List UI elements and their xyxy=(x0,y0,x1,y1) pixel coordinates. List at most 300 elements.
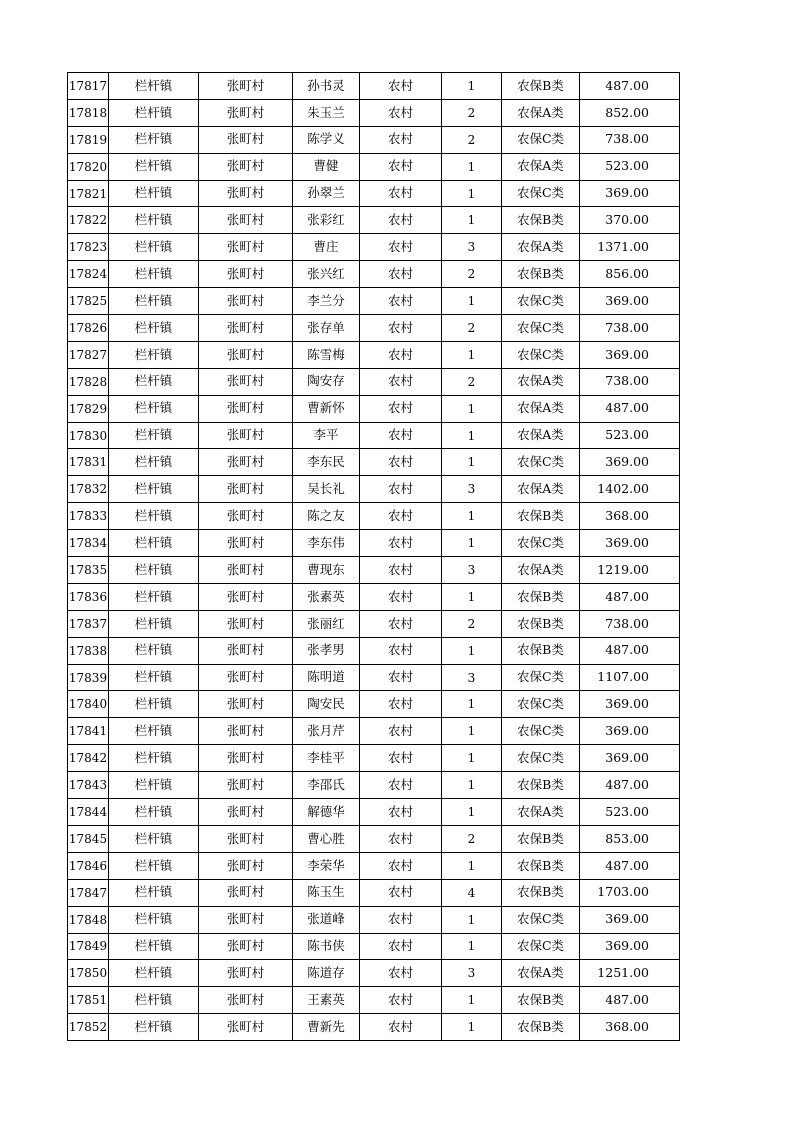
village-cell: 张町村 xyxy=(199,180,293,207)
record-id-cell: 17843 xyxy=(68,772,109,799)
table-row xyxy=(68,637,680,664)
household-count-cell: 4 xyxy=(442,879,502,906)
village-cell: 张町村 xyxy=(199,745,293,772)
record-id-cell: 17830 xyxy=(68,422,109,449)
person-name-cell: 张道峰 xyxy=(293,906,360,933)
record-id-cell: 17820 xyxy=(68,153,109,180)
area-type-cell: 农村 xyxy=(360,315,442,342)
village-cell: 张町村 xyxy=(199,530,293,557)
table-row xyxy=(68,153,680,180)
insurance-category-cell: 农保B类 xyxy=(502,1014,580,1041)
area-type-cell: 农村 xyxy=(360,99,442,126)
amount-cell: 369.00 xyxy=(580,933,680,960)
town-cell: 栏杆镇 xyxy=(109,288,199,315)
table-row xyxy=(68,772,680,799)
insurance-category-cell: 农保B类 xyxy=(502,852,580,879)
amount-cell: 487.00 xyxy=(580,637,680,664)
person-name-cell: 李平 xyxy=(293,422,360,449)
amount-cell: 1703.00 xyxy=(580,879,680,906)
household-count-cell: 1 xyxy=(442,1014,502,1041)
table-row xyxy=(68,664,680,691)
insurance-category-cell: 农保C类 xyxy=(502,180,580,207)
amount-cell: 369.00 xyxy=(580,745,680,772)
area-type-cell: 农村 xyxy=(360,583,442,610)
area-type-cell: 农村 xyxy=(360,234,442,261)
record-id-cell: 17847 xyxy=(68,879,109,906)
table-row xyxy=(68,476,680,503)
amount-cell: 369.00 xyxy=(580,691,680,718)
household-count-cell: 1 xyxy=(442,691,502,718)
amount-cell: 1107.00 xyxy=(580,664,680,691)
insurance-category-cell: 农保B类 xyxy=(502,261,580,288)
record-id-cell: 17827 xyxy=(68,341,109,368)
person-name-cell: 李邵氏 xyxy=(293,772,360,799)
person-name-cell: 曹心胜 xyxy=(293,825,360,852)
amount-cell: 856.00 xyxy=(580,261,680,288)
area-type-cell: 农村 xyxy=(360,503,442,530)
insurance-category-cell: 农保B类 xyxy=(502,987,580,1014)
household-count-cell: 3 xyxy=(442,664,502,691)
area-type-cell: 农村 xyxy=(360,422,442,449)
amount-cell: 738.00 xyxy=(580,368,680,395)
record-id-cell: 17848 xyxy=(68,906,109,933)
village-cell: 张町村 xyxy=(199,341,293,368)
household-count-cell: 3 xyxy=(442,234,502,261)
table-row xyxy=(68,1014,680,1041)
town-cell: 栏杆镇 xyxy=(109,933,199,960)
household-count-cell: 3 xyxy=(442,960,502,987)
record-id-cell: 17818 xyxy=(68,99,109,126)
table-row xyxy=(68,583,680,610)
amount-cell: 370.00 xyxy=(580,207,680,234)
household-count-cell: 1 xyxy=(442,933,502,960)
amount-cell: 738.00 xyxy=(580,315,680,342)
town-cell: 栏杆镇 xyxy=(109,395,199,422)
person-name-cell: 曹新怀 xyxy=(293,395,360,422)
village-cell: 张町村 xyxy=(199,1014,293,1041)
area-type-cell: 农村 xyxy=(360,825,442,852)
area-type-cell: 农村 xyxy=(360,476,442,503)
household-count-cell: 1 xyxy=(442,745,502,772)
person-name-cell: 张存单 xyxy=(293,315,360,342)
record-id-cell: 17838 xyxy=(68,637,109,664)
record-id-cell: 17842 xyxy=(68,745,109,772)
table-row xyxy=(68,126,680,153)
insurance-category-cell: 农保A类 xyxy=(502,476,580,503)
insurance-category-cell: 农保B类 xyxy=(502,879,580,906)
amount-cell: 368.00 xyxy=(580,1014,680,1041)
insurance-category-cell: 农保A类 xyxy=(502,557,580,584)
person-name-cell: 陈学义 xyxy=(293,126,360,153)
area-type-cell: 农村 xyxy=(360,879,442,906)
insurance-category-cell: 农保C类 xyxy=(502,315,580,342)
household-count-cell: 1 xyxy=(442,583,502,610)
record-id-cell: 17839 xyxy=(68,664,109,691)
town-cell: 栏杆镇 xyxy=(109,422,199,449)
town-cell: 栏杆镇 xyxy=(109,745,199,772)
household-count-cell: 2 xyxy=(442,315,502,342)
record-id-cell: 17823 xyxy=(68,234,109,261)
table-row xyxy=(68,395,680,422)
household-count-cell: 1 xyxy=(442,987,502,1014)
table-row xyxy=(68,906,680,933)
household-count-cell: 2 xyxy=(442,825,502,852)
town-cell: 栏杆镇 xyxy=(109,852,199,879)
records-table-body xyxy=(68,73,680,1041)
table-row xyxy=(68,960,680,987)
table-row xyxy=(68,610,680,637)
amount-cell: 487.00 xyxy=(580,987,680,1014)
household-count-cell: 2 xyxy=(442,261,502,288)
insurance-category-cell: 农保B类 xyxy=(502,772,580,799)
person-name-cell: 陈道存 xyxy=(293,960,360,987)
area-type-cell: 农村 xyxy=(360,1014,442,1041)
table-row xyxy=(68,691,680,718)
village-cell: 张町村 xyxy=(199,664,293,691)
area-type-cell: 农村 xyxy=(360,960,442,987)
insurance-category-cell: 农保A类 xyxy=(502,153,580,180)
town-cell: 栏杆镇 xyxy=(109,368,199,395)
area-type-cell: 农村 xyxy=(360,288,442,315)
village-cell: 张町村 xyxy=(199,207,293,234)
area-type-cell: 农村 xyxy=(360,799,442,826)
person-name-cell: 陈书侠 xyxy=(293,933,360,960)
person-name-cell: 张孝男 xyxy=(293,637,360,664)
town-cell: 栏杆镇 xyxy=(109,180,199,207)
insurance-category-cell: 农保A类 xyxy=(502,395,580,422)
town-cell: 栏杆镇 xyxy=(109,234,199,261)
person-name-cell: 陶安存 xyxy=(293,368,360,395)
area-type-cell: 农村 xyxy=(360,637,442,664)
person-name-cell: 陈之友 xyxy=(293,503,360,530)
amount-cell: 1402.00 xyxy=(580,476,680,503)
village-cell: 张町村 xyxy=(199,987,293,1014)
record-id-cell: 17821 xyxy=(68,180,109,207)
table-row xyxy=(68,852,680,879)
person-name-cell: 张丽红 xyxy=(293,610,360,637)
area-type-cell: 农村 xyxy=(360,664,442,691)
amount-cell: 853.00 xyxy=(580,825,680,852)
area-type-cell: 农村 xyxy=(360,933,442,960)
town-cell: 栏杆镇 xyxy=(109,664,199,691)
amount-cell: 523.00 xyxy=(580,153,680,180)
person-name-cell: 曹新先 xyxy=(293,1014,360,1041)
area-type-cell: 农村 xyxy=(360,557,442,584)
village-cell: 张町村 xyxy=(199,718,293,745)
amount-cell: 852.00 xyxy=(580,99,680,126)
insurance-category-cell: 农保C类 xyxy=(502,664,580,691)
person-name-cell: 孙书灵 xyxy=(293,73,360,100)
town-cell: 栏杆镇 xyxy=(109,99,199,126)
town-cell: 栏杆镇 xyxy=(109,476,199,503)
area-type-cell: 农村 xyxy=(360,126,442,153)
record-id-cell: 17817 xyxy=(68,73,109,100)
record-id-cell: 17850 xyxy=(68,960,109,987)
insurance-category-cell: 农保B类 xyxy=(502,207,580,234)
household-count-cell: 2 xyxy=(442,368,502,395)
table-row xyxy=(68,368,680,395)
insurance-category-cell: 农保A类 xyxy=(502,799,580,826)
amount-cell: 369.00 xyxy=(580,530,680,557)
area-type-cell: 农村 xyxy=(360,610,442,637)
insurance-category-cell: 农保B类 xyxy=(502,825,580,852)
person-name-cell: 曹健 xyxy=(293,153,360,180)
person-name-cell: 陈雪梅 xyxy=(293,341,360,368)
amount-cell: 487.00 xyxy=(580,852,680,879)
person-name-cell: 李东民 xyxy=(293,449,360,476)
household-count-cell: 1 xyxy=(442,73,502,100)
household-count-cell: 3 xyxy=(442,476,502,503)
record-id-cell: 17852 xyxy=(68,1014,109,1041)
household-count-cell: 1 xyxy=(442,772,502,799)
person-name-cell: 曹现东 xyxy=(293,557,360,584)
village-cell: 张町村 xyxy=(199,852,293,879)
records-table xyxy=(67,72,680,1041)
record-id-cell: 17840 xyxy=(68,691,109,718)
record-id-cell: 17819 xyxy=(68,126,109,153)
amount-cell: 738.00 xyxy=(580,126,680,153)
town-cell: 栏杆镇 xyxy=(109,906,199,933)
town-cell: 栏杆镇 xyxy=(109,530,199,557)
insurance-category-cell: 农保C类 xyxy=(502,906,580,933)
household-count-cell: 2 xyxy=(442,610,502,637)
town-cell: 栏杆镇 xyxy=(109,207,199,234)
insurance-category-cell: 农保B类 xyxy=(502,637,580,664)
insurance-category-cell: 农保B类 xyxy=(502,503,580,530)
household-count-cell: 1 xyxy=(442,718,502,745)
town-cell: 栏杆镇 xyxy=(109,825,199,852)
person-name-cell: 李荣华 xyxy=(293,852,360,879)
record-id-cell: 17825 xyxy=(68,288,109,315)
village-cell: 张町村 xyxy=(199,288,293,315)
area-type-cell: 农村 xyxy=(360,718,442,745)
amount-cell: 1219.00 xyxy=(580,557,680,584)
insurance-category-cell: 农保C类 xyxy=(502,530,580,557)
table-row xyxy=(68,799,680,826)
amount-cell: 523.00 xyxy=(580,799,680,826)
insurance-category-cell: 农保C类 xyxy=(502,933,580,960)
town-cell: 栏杆镇 xyxy=(109,691,199,718)
amount-cell: 523.00 xyxy=(580,422,680,449)
village-cell: 张町村 xyxy=(199,476,293,503)
person-name-cell: 曹庄 xyxy=(293,234,360,261)
table-row xyxy=(68,987,680,1014)
village-cell: 张町村 xyxy=(199,422,293,449)
village-cell: 张町村 xyxy=(199,583,293,610)
village-cell: 张町村 xyxy=(199,449,293,476)
person-name-cell: 孙翠兰 xyxy=(293,180,360,207)
household-count-cell: 2 xyxy=(442,126,502,153)
area-type-cell: 农村 xyxy=(360,987,442,1014)
village-cell: 张町村 xyxy=(199,126,293,153)
table-row xyxy=(68,234,680,261)
town-cell: 栏杆镇 xyxy=(109,315,199,342)
village-cell: 张町村 xyxy=(199,772,293,799)
person-name-cell: 张素英 xyxy=(293,583,360,610)
table-row xyxy=(68,530,680,557)
village-cell: 张町村 xyxy=(199,99,293,126)
table-row xyxy=(68,825,680,852)
town-cell: 栏杆镇 xyxy=(109,960,199,987)
area-type-cell: 农村 xyxy=(360,852,442,879)
village-cell: 张町村 xyxy=(199,557,293,584)
insurance-category-cell: 农保A类 xyxy=(502,368,580,395)
table-row xyxy=(68,449,680,476)
town-cell: 栏杆镇 xyxy=(109,879,199,906)
area-type-cell: 农村 xyxy=(360,207,442,234)
town-cell: 栏杆镇 xyxy=(109,449,199,476)
area-type-cell: 农村 xyxy=(360,341,442,368)
village-cell: 张町村 xyxy=(199,691,293,718)
amount-cell: 369.00 xyxy=(580,906,680,933)
insurance-category-cell: 农保B类 xyxy=(502,583,580,610)
record-id-cell: 17837 xyxy=(68,610,109,637)
table-row xyxy=(68,933,680,960)
insurance-category-cell: 农保C类 xyxy=(502,691,580,718)
household-count-cell: 1 xyxy=(442,422,502,449)
town-cell: 栏杆镇 xyxy=(109,341,199,368)
person-name-cell: 吴长礼 xyxy=(293,476,360,503)
household-count-cell: 1 xyxy=(442,449,502,476)
town-cell: 栏杆镇 xyxy=(109,610,199,637)
household-count-cell: 1 xyxy=(442,153,502,180)
village-cell: 张町村 xyxy=(199,234,293,261)
amount-cell: 1251.00 xyxy=(580,960,680,987)
area-type-cell: 农村 xyxy=(360,530,442,557)
record-id-cell: 17841 xyxy=(68,718,109,745)
household-count-cell: 2 xyxy=(442,99,502,126)
amount-cell: 738.00 xyxy=(580,610,680,637)
table-row xyxy=(68,73,680,100)
household-count-cell: 1 xyxy=(442,207,502,234)
record-id-cell: 17835 xyxy=(68,557,109,584)
household-count-cell: 1 xyxy=(442,288,502,315)
person-name-cell: 张兴红 xyxy=(293,261,360,288)
insurance-category-cell: 农保C类 xyxy=(502,745,580,772)
record-id-cell: 17844 xyxy=(68,799,109,826)
village-cell: 张町村 xyxy=(199,368,293,395)
insurance-category-cell: 农保A类 xyxy=(502,960,580,987)
table-row xyxy=(68,288,680,315)
person-name-cell: 陈玉生 xyxy=(293,879,360,906)
insurance-category-cell: 农保B类 xyxy=(502,73,580,100)
village-cell: 张町村 xyxy=(199,960,293,987)
town-cell: 栏杆镇 xyxy=(109,153,199,180)
village-cell: 张町村 xyxy=(199,395,293,422)
household-count-cell: 1 xyxy=(442,503,502,530)
amount-cell: 487.00 xyxy=(580,73,680,100)
amount-cell: 487.00 xyxy=(580,583,680,610)
person-name-cell: 张月芹 xyxy=(293,718,360,745)
area-type-cell: 农村 xyxy=(360,691,442,718)
household-count-cell: 1 xyxy=(442,530,502,557)
area-type-cell: 农村 xyxy=(360,73,442,100)
insurance-category-cell: 农保A类 xyxy=(502,422,580,449)
household-count-cell: 1 xyxy=(442,341,502,368)
town-cell: 栏杆镇 xyxy=(109,772,199,799)
amount-cell: 1371.00 xyxy=(580,234,680,261)
village-cell: 张町村 xyxy=(199,315,293,342)
area-type-cell: 农村 xyxy=(360,772,442,799)
table-row xyxy=(68,99,680,126)
amount-cell: 369.00 xyxy=(580,180,680,207)
town-cell: 栏杆镇 xyxy=(109,637,199,664)
table-row xyxy=(68,557,680,584)
record-id-cell: 17824 xyxy=(68,261,109,288)
area-type-cell: 农村 xyxy=(360,261,442,288)
amount-cell: 369.00 xyxy=(580,718,680,745)
town-cell: 栏杆镇 xyxy=(109,1014,199,1041)
record-id-cell: 17822 xyxy=(68,207,109,234)
area-type-cell: 农村 xyxy=(360,906,442,933)
village-cell: 张町村 xyxy=(199,825,293,852)
area-type-cell: 农村 xyxy=(360,153,442,180)
household-count-cell: 1 xyxy=(442,637,502,664)
table-row xyxy=(68,341,680,368)
amount-cell: 487.00 xyxy=(580,395,680,422)
table-row xyxy=(68,422,680,449)
town-cell: 栏杆镇 xyxy=(109,799,199,826)
town-cell: 栏杆镇 xyxy=(109,73,199,100)
household-count-cell: 1 xyxy=(442,395,502,422)
record-id-cell: 17845 xyxy=(68,825,109,852)
amount-cell: 368.00 xyxy=(580,503,680,530)
record-id-cell: 17826 xyxy=(68,315,109,342)
village-cell: 张町村 xyxy=(199,879,293,906)
insurance-category-cell: 农保C类 xyxy=(502,718,580,745)
insurance-category-cell: 农保C类 xyxy=(502,341,580,368)
record-id-cell: 17831 xyxy=(68,449,109,476)
town-cell: 栏杆镇 xyxy=(109,557,199,584)
table-row xyxy=(68,503,680,530)
area-type-cell: 农村 xyxy=(360,180,442,207)
area-type-cell: 农村 xyxy=(360,449,442,476)
town-cell: 栏杆镇 xyxy=(109,261,199,288)
amount-cell: 487.00 xyxy=(580,772,680,799)
town-cell: 栏杆镇 xyxy=(109,987,199,1014)
record-id-cell: 17846 xyxy=(68,852,109,879)
household-count-cell: 1 xyxy=(442,852,502,879)
village-cell: 张町村 xyxy=(199,906,293,933)
town-cell: 栏杆镇 xyxy=(109,583,199,610)
person-name-cell: 朱玉兰 xyxy=(293,99,360,126)
insurance-category-cell: 农保A类 xyxy=(502,99,580,126)
table-row xyxy=(68,745,680,772)
person-name-cell: 李桂平 xyxy=(293,745,360,772)
insurance-category-cell: 农保C类 xyxy=(502,288,580,315)
table-row xyxy=(68,315,680,342)
village-cell: 张町村 xyxy=(199,73,293,100)
village-cell: 张町村 xyxy=(199,933,293,960)
record-id-cell: 17832 xyxy=(68,476,109,503)
person-name-cell: 陶安民 xyxy=(293,691,360,718)
table-row xyxy=(68,261,680,288)
area-type-cell: 农村 xyxy=(360,368,442,395)
town-cell: 栏杆镇 xyxy=(109,718,199,745)
table-row xyxy=(68,180,680,207)
person-name-cell: 解德华 xyxy=(293,799,360,826)
record-id-cell: 17836 xyxy=(68,583,109,610)
table-row xyxy=(68,207,680,234)
table-row xyxy=(68,718,680,745)
village-cell: 张町村 xyxy=(199,637,293,664)
person-name-cell: 王素英 xyxy=(293,987,360,1014)
record-id-cell: 17828 xyxy=(68,368,109,395)
record-id-cell: 17834 xyxy=(68,530,109,557)
record-id-cell: 17851 xyxy=(68,987,109,1014)
person-name-cell: 李东伟 xyxy=(293,530,360,557)
household-count-cell: 1 xyxy=(442,180,502,207)
